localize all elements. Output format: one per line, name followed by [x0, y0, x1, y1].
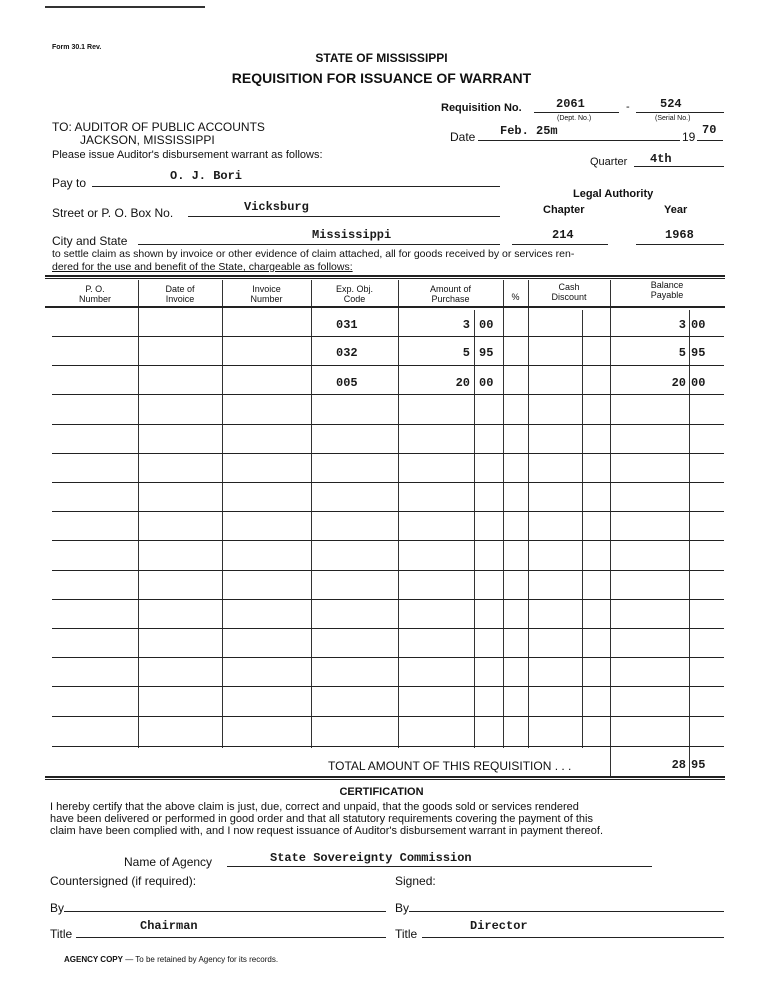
header-bottom-rule	[45, 306, 725, 308]
footer-rest: — To be retained by Agency for its records.	[125, 955, 279, 964]
row-1-balance-cents: 00	[691, 318, 706, 332]
title-left-line	[76, 937, 386, 938]
dept-no-line	[534, 112, 619, 113]
title-right-line	[422, 937, 724, 938]
table-row-line	[52, 657, 724, 658]
row-3-amount-dollars: 20	[455, 376, 470, 390]
title-left-label: Title	[50, 927, 73, 941]
table-row-line	[52, 336, 724, 337]
row-2-balance-dollars: 5	[678, 346, 686, 360]
dept-no-value: 2061	[556, 97, 585, 111]
total-dollars: 28	[671, 758, 686, 772]
table-row-line	[52, 511, 724, 512]
footer-note	[64, 955, 278, 964]
city-value: Mississippi	[312, 228, 392, 242]
legal-year-value: 1968	[665, 228, 694, 242]
certification-heading: CERTIFICATION	[339, 786, 424, 798]
row-1-balance-dollars: 3	[678, 318, 686, 332]
form-title: REQUISITION FOR ISSUANCE OF WARRANT	[231, 70, 532, 86]
col-line-5	[474, 310, 475, 748]
chapter-line	[512, 244, 608, 245]
header-amount: Amount of Purchase	[429, 284, 472, 304]
table-row-line	[52, 746, 724, 747]
table-row-line	[52, 686, 724, 687]
serial-no-caption: (Serial No.)	[655, 115, 691, 122]
dash-separator: -	[626, 101, 630, 113]
table-row-line	[52, 570, 724, 571]
table-row-line	[52, 482, 724, 483]
state-heading: STATE OF MISSISSIPPI	[315, 51, 448, 65]
serial-no-line	[636, 112, 724, 113]
agency-line	[227, 866, 652, 867]
total-label: TOTAL AMOUNT OF THIS REQUISITION . . .	[328, 759, 572, 773]
header-po: P. O. Number	[78, 284, 111, 304]
date-label: Date	[450, 130, 476, 144]
table-row-line	[52, 540, 724, 541]
col-line-10	[689, 310, 690, 776]
col-line-3	[311, 280, 312, 748]
header-balance: Balance Payable	[650, 280, 684, 300]
table-row-line	[52, 599, 724, 600]
row-3-amount-cents: 00	[479, 376, 494, 390]
footer-agency-copy: AGENCY COPY	[64, 955, 123, 964]
settle-text-1: to settle claim as shown by invoice or other evidence of claim attached, all for goods received by or services ren-	[52, 248, 575, 260]
row-3-balance-dollars: 20	[671, 376, 686, 390]
countersigned-label: Countersigned (if required):	[50, 874, 197, 888]
total-bottom-rule	[45, 776, 725, 778]
row-2-amount-dollars: 5	[462, 346, 470, 360]
chapter-label: Chapter	[543, 204, 585, 216]
col-line-6	[503, 280, 504, 748]
by-left-line	[64, 911, 386, 912]
table-row-line	[52, 628, 724, 629]
street-value: Vicksburg	[244, 200, 309, 214]
col-line-2	[222, 280, 223, 748]
title-right-label: Title	[395, 927, 418, 941]
date-line	[478, 140, 680, 141]
date-value: Feb. 25m	[500, 124, 558, 138]
agency-value: State Sovereignty Commission	[270, 851, 472, 865]
dept-no-caption: (Dept. No.)	[557, 115, 592, 122]
row-3-code: 005	[336, 376, 358, 390]
title-left-value: Chairman	[140, 919, 198, 933]
to-line-1: TO: AUDITOR OF PUBLIC ACCOUNTS	[52, 120, 265, 134]
certification-line-3: claim have been complied with, and I now request issuance of Auditor's disbursement warrant in payment thereof.	[50, 825, 604, 837]
table-row-line	[52, 716, 724, 717]
year-prefix: 19	[682, 130, 696, 144]
header-date: Date of Invoice	[165, 284, 195, 304]
col-line-8	[582, 310, 583, 748]
total-cents: 95	[691, 758, 706, 772]
header-cash-discount: Cash Discount	[551, 282, 587, 302]
street-line	[188, 216, 500, 217]
to-line-2: JACKSON, MISSISSIPPI	[80, 133, 215, 147]
quarter-label: Quarter	[590, 156, 628, 168]
agency-label: Name of Agency	[124, 855, 213, 869]
year-line	[697, 140, 723, 141]
table-row-line	[52, 365, 724, 366]
table-top-rule-2	[45, 278, 725, 279]
instruction-text: Please issue Auditor's disbursement warrant as follows:	[52, 149, 323, 161]
title-right-value: Director	[470, 919, 528, 933]
settle-text-2: dered for the use and benefit of the State, chargeable as follows:	[52, 261, 353, 273]
row-2-code: 032	[336, 346, 358, 360]
table-row-line	[52, 453, 724, 454]
header-percent: %	[511, 292, 520, 302]
row-3-balance-cents: 00	[691, 376, 706, 390]
pay-to-label: Pay to	[52, 176, 87, 190]
form-number: Form 30.1 Rev.	[52, 44, 102, 51]
quarter-line	[634, 166, 724, 167]
quarter-value: 4th	[650, 152, 672, 166]
street-label: Street or P. O. Box No.	[52, 206, 174, 220]
top-edge-mark	[45, 6, 205, 8]
table-row-line	[52, 424, 724, 425]
serial-no-value: 524	[660, 97, 682, 111]
header-invoice: Invoice Number	[250, 284, 283, 304]
by-right-line	[409, 911, 724, 912]
row-2-amount-cents: 95	[479, 346, 494, 360]
legal-authority-label: Legal Authority	[573, 188, 654, 200]
date-year-value: 70	[702, 123, 717, 137]
row-1-amount-dollars: 3	[462, 318, 470, 332]
certification-line-1: I hereby certify that the above claim is just, due, correct and unpaid, that the goods sold or services rendered	[50, 801, 579, 813]
col-line-7	[528, 280, 529, 748]
row-1-code: 031	[336, 318, 358, 332]
by-left-label: By	[50, 901, 65, 915]
requisition-label: Requisition No.	[441, 102, 522, 114]
col-line-1	[138, 280, 139, 748]
city-line	[138, 244, 500, 245]
pay-to-line	[92, 186, 500, 187]
col-line-4	[398, 280, 399, 748]
table-top-rule	[45, 275, 725, 277]
pay-to-value: O. J. Bori	[170, 169, 243, 183]
by-right-label: By	[395, 901, 410, 915]
header-exp-code: Exp. Obj. Code	[335, 284, 373, 304]
year-label: Year	[664, 204, 688, 216]
chapter-value: 214	[552, 228, 574, 242]
certification-line-2: have been delivered or performed in good order and that all statutory requirements covering the payment of this	[50, 813, 593, 825]
city-label: City and State	[52, 234, 128, 248]
table-row-line	[52, 394, 724, 395]
legal-year-line	[636, 244, 724, 245]
total-bottom-rule-2	[45, 779, 725, 780]
row-2-balance-cents: 95	[691, 346, 706, 360]
signed-label: Signed:	[395, 874, 436, 888]
col-line-9	[610, 280, 611, 776]
row-1-amount-cents: 00	[479, 318, 494, 332]
